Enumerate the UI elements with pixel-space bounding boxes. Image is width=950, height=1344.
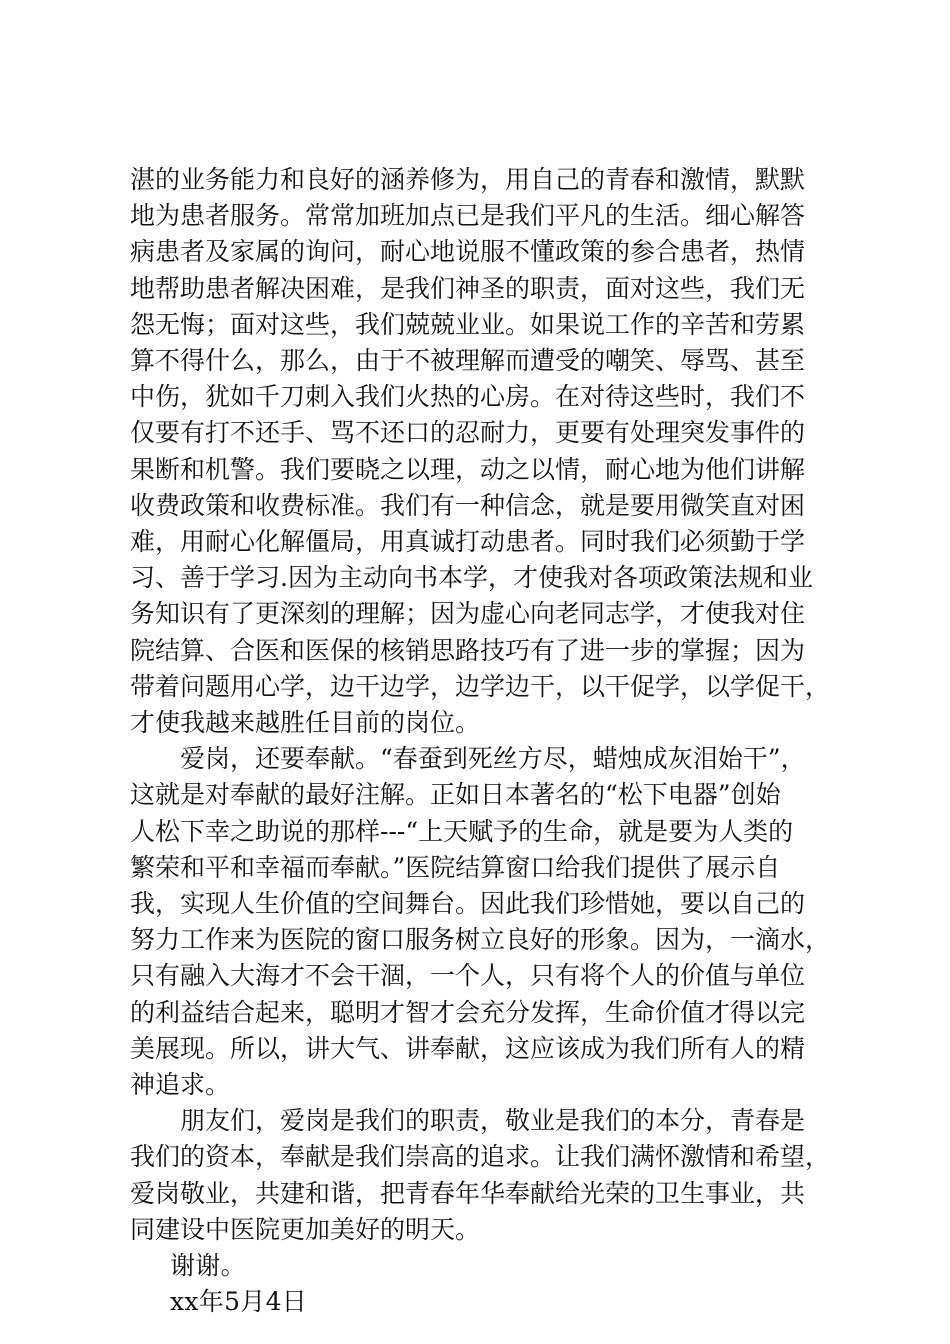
text-line: 人松下幸之助说的那样---“上天赋予的生命，就是要为人类的 bbox=[130, 816, 794, 846]
text-line: 我们的资本，奉献是我们崇高的追求。让我们满怀激情和希望， bbox=[130, 1142, 831, 1172]
text-line: 的利益结合起来，聪明才智才会充分发挥，生命价值才得以完 bbox=[130, 997, 806, 1027]
text-line: 努力工作来为医院的窗口服务树立良好的形象。因为，一滴水， bbox=[130, 925, 831, 955]
text-line: 美展现。所以，讲大气、讲奉献，这应该成为我们所有人的精 bbox=[130, 1033, 806, 1063]
text-line: 地为患者服务。常常加班加点已是我们平凡的生活。细心解答 bbox=[130, 201, 806, 231]
text-line: 算不得什么，那么，由于不被理解而遭受的嘲笑、辱骂、甚至 bbox=[130, 346, 806, 376]
paragraph-3 bbox=[130, 1103, 844, 1248]
speech-date: xx年5月4日 bbox=[170, 1287, 308, 1317]
document-body bbox=[130, 162, 844, 1321]
text-line: 带着问题用心学，边干边学，边学边干，以干促学，以学促干， bbox=[130, 671, 831, 701]
text-line: 神追求。 bbox=[130, 1070, 231, 1100]
paragraph-2 bbox=[130, 741, 844, 1103]
text-line: 爱岗敬业，共建和谐，把青春年华奉献给光荣的卫生事业，共 bbox=[130, 1178, 806, 1208]
text-line: 这就是对奉献的最好注解。正如日本著名的“松下电器”创始 bbox=[130, 780, 781, 810]
text-line: 我，实现人生价值的空间舞台。因此我们珍惜她，要以自己的 bbox=[130, 889, 806, 919]
text-line: 病患者及家属的询问，耐心地说服不懂政策的参合患者，热情 bbox=[130, 237, 806, 267]
text-line: 同建设中医院更加美好的明天。 bbox=[130, 1214, 481, 1244]
text-line: 收费政策和收费标准。我们有一种信念，就是要用微笑直对困 bbox=[130, 490, 806, 520]
closing-remark: 谢谢。 bbox=[170, 1251, 246, 1281]
text-line: 难，用耐心化解僵局，用真诚打动患者。同时我们必须勤于学 bbox=[130, 527, 806, 557]
text-line: 务知识有了更深刻的理解；因为虚心向老同志学，才使我对住 bbox=[130, 599, 806, 629]
text-line: 繁荣和平和幸福而奉献。”医院结算窗口给我们提供了展示自 bbox=[130, 852, 781, 882]
text-line: 中伤，犹如千刀刺入我们火热的心房。在对待这些时，我们不 bbox=[130, 382, 806, 412]
text-line: 地帮助患者解决困难，是我们神圣的职责，面对这些，我们无 bbox=[130, 273, 806, 303]
text-line: 果断和机警。我们要晓之以理，动之以情，耐心地为他们讲解 bbox=[130, 454, 806, 484]
text-line: 爱岗，还要奉献。“春蚕到死丝方尽，蜡烛成灰泪始干”， bbox=[180, 744, 806, 774]
text-line: 朋友们，爱岗是我们的职责，敬业是我们的本分，青春是 bbox=[180, 1106, 806, 1136]
text-line: 习、善于学习.因为主动向书本学，才使我对各项政策法规和业 bbox=[130, 563, 813, 593]
text-line: 只有融入大海才不会干涸，一个人，只有将个人的价值与单位 bbox=[130, 961, 806, 991]
text-line: 院结算、合医和医保的核销思路技巧有了进一步的掌握；因为 bbox=[130, 635, 806, 665]
text-line: 怨无悔；面对这些，我们兢兢业业。如果说工作的辛苦和劳累 bbox=[130, 309, 806, 339]
text-line: 湛的业务能力和良好的涵养修为，用自己的青春和激情，默默 bbox=[130, 165, 806, 194]
paragraph-1 bbox=[130, 162, 844, 741]
text-line: 才使我越来越胜任目前的岗位。 bbox=[130, 708, 481, 738]
text-line: 仅要有打不还手、骂不还口的忍耐力，更要有处理突发事件的 bbox=[130, 418, 806, 448]
